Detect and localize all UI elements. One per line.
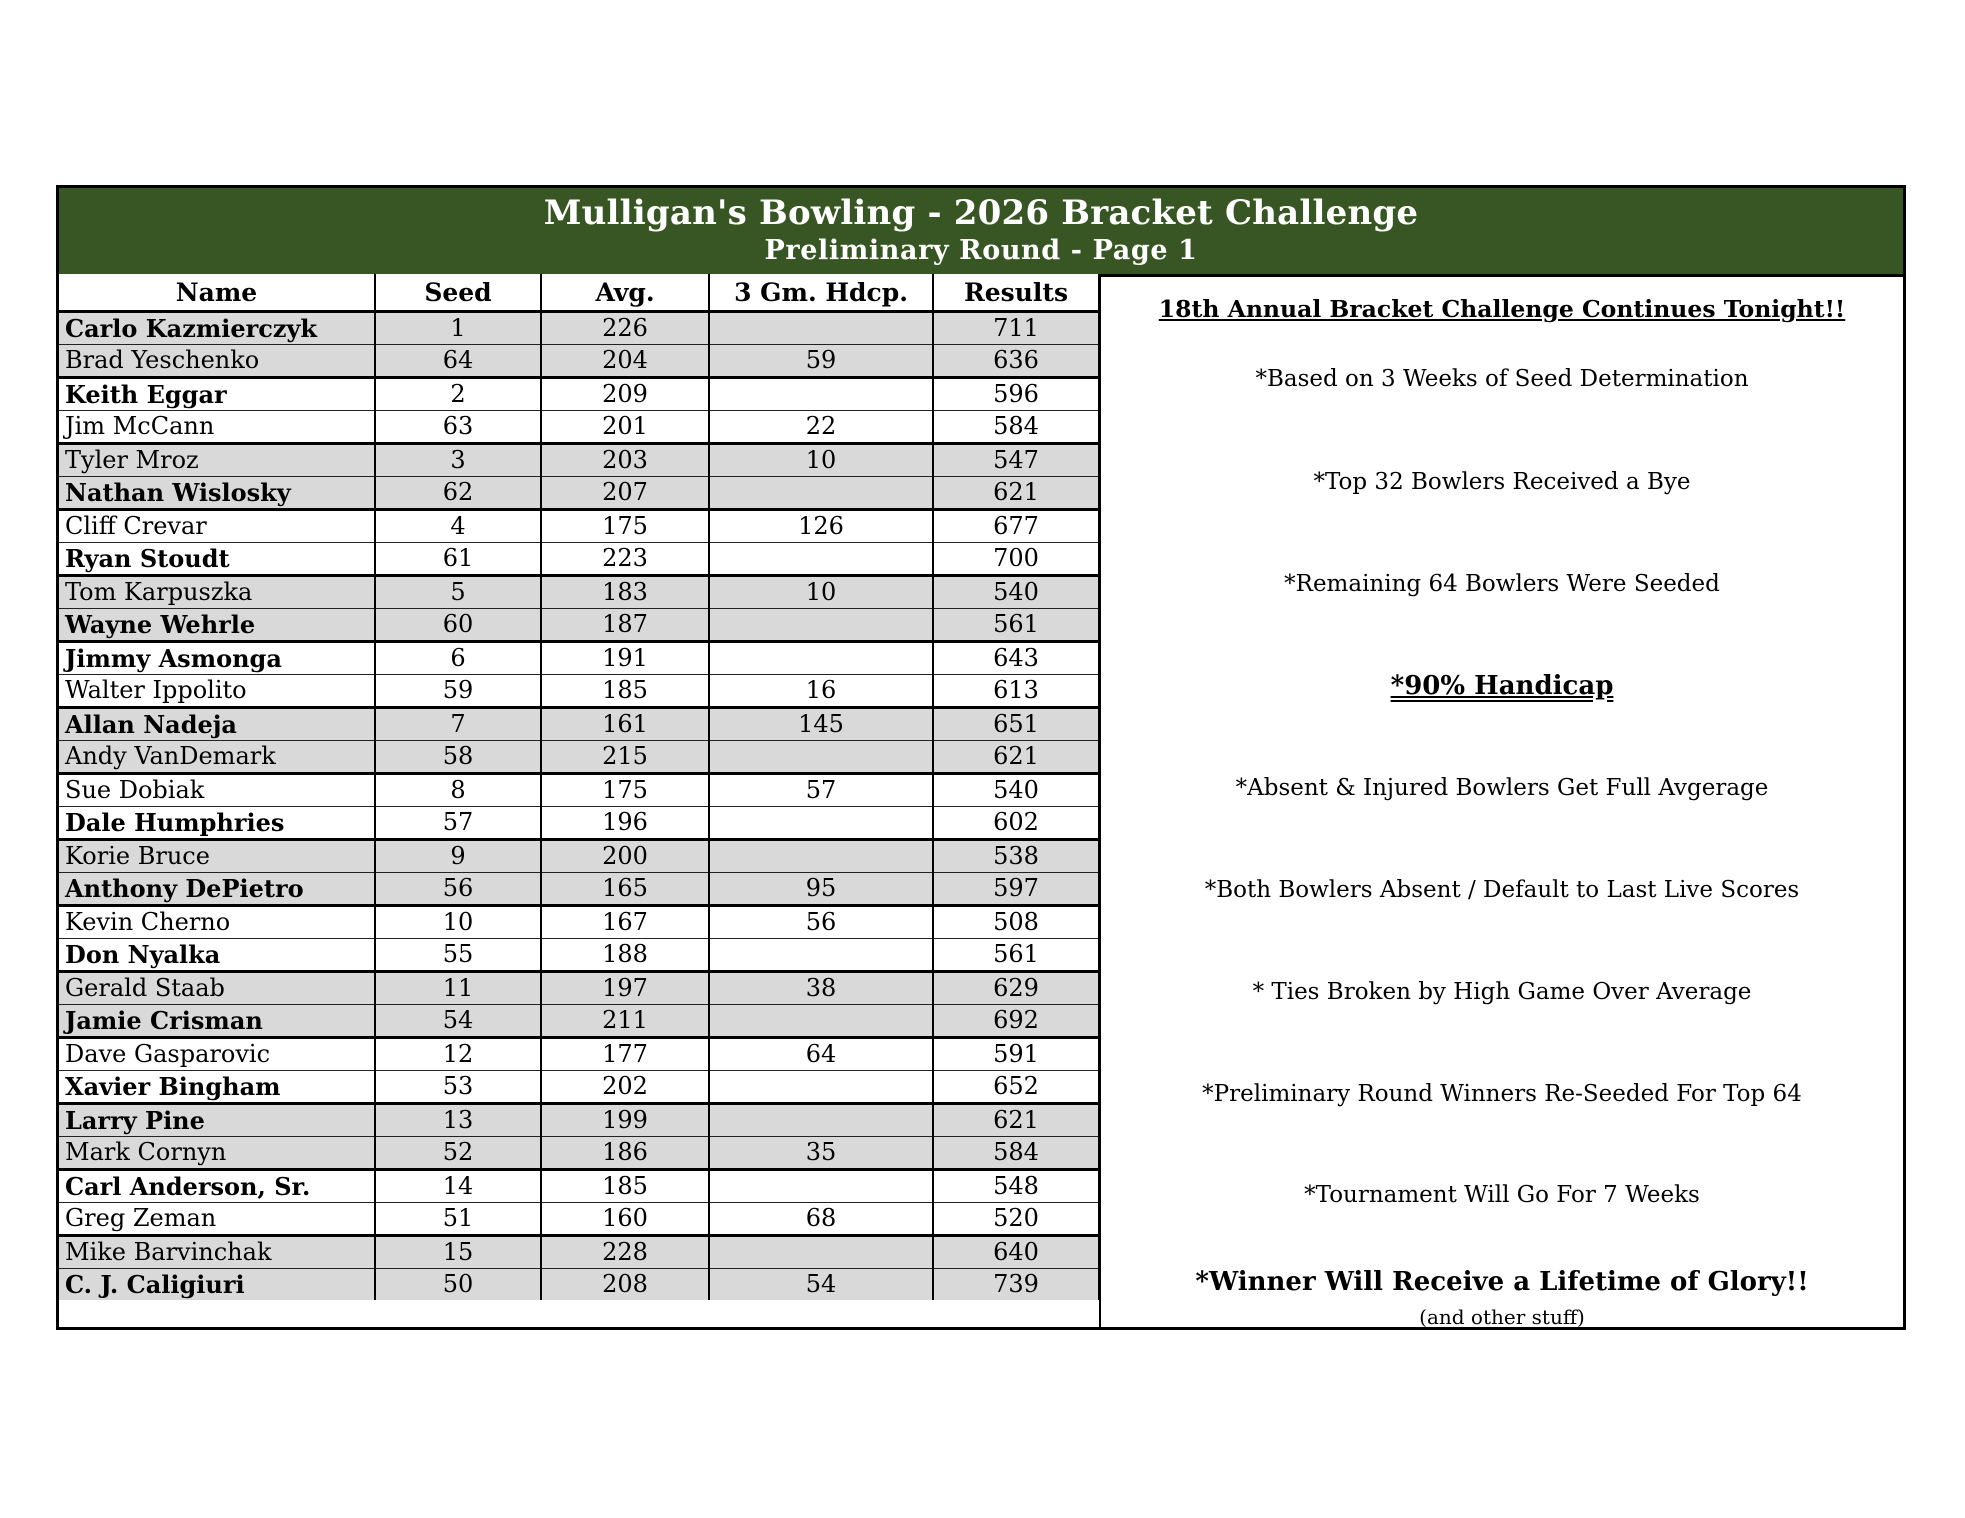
table-row xyxy=(59,1104,1099,1137)
player-result: 621 xyxy=(933,1104,1099,1137)
page-title: Mulligan's Bowling - 2026 Bracket Challenge xyxy=(543,193,1419,233)
player-name: Mark Cornyn xyxy=(59,1137,375,1170)
table-row xyxy=(59,510,1099,543)
page-subtitle: Preliminary Round - Page 1 xyxy=(764,235,1198,266)
player-handicap xyxy=(709,741,933,774)
player-seed: 62 xyxy=(375,477,541,510)
notes-panel xyxy=(1099,274,1903,1327)
player-seed: 4 xyxy=(375,510,541,543)
table-row xyxy=(59,609,1099,642)
player-handicap: 57 xyxy=(709,774,933,807)
player-handicap xyxy=(709,939,933,972)
player-seed: 58 xyxy=(375,741,541,774)
player-handicap: 95 xyxy=(709,873,933,906)
player-result: 621 xyxy=(933,477,1099,510)
player-seed: 54 xyxy=(375,1005,541,1038)
player-result: 520 xyxy=(933,1203,1099,1236)
player-handicap xyxy=(709,378,933,411)
player-name: Tom Karpuszka xyxy=(59,576,375,609)
player-seed: 7 xyxy=(375,708,541,741)
player-result: 561 xyxy=(933,609,1099,642)
note-item: * Ties Broken by High Game Over Average xyxy=(1252,979,1752,1005)
player-handicap xyxy=(709,807,933,840)
player-result: 540 xyxy=(933,774,1099,807)
table-header-row xyxy=(59,274,1099,312)
player-handicap: 10 xyxy=(709,444,933,477)
player-result: 640 xyxy=(933,1236,1099,1269)
player-average: 165 xyxy=(541,873,709,906)
table-row xyxy=(59,972,1099,1005)
player-name: Jimmy Asmonga xyxy=(59,642,375,675)
player-seed: 13 xyxy=(375,1104,541,1137)
player-average: 186 xyxy=(541,1137,709,1170)
player-name: Xavier Bingham xyxy=(59,1071,375,1104)
note-item: *Top 32 Bowlers Received a Bye xyxy=(1313,469,1691,495)
table-row xyxy=(59,1005,1099,1038)
player-name: Allan Nadeja xyxy=(59,708,375,741)
player-result: 692 xyxy=(933,1005,1099,1038)
player-name: Jamie Crisman xyxy=(59,1005,375,1038)
player-seed: 8 xyxy=(375,774,541,807)
table-row xyxy=(59,477,1099,510)
column-header-seed: Seed xyxy=(375,274,541,312)
player-handicap: 38 xyxy=(709,972,933,1005)
table-row xyxy=(59,1170,1099,1203)
player-name: Cliff Crevar xyxy=(59,510,375,543)
player-average: 175 xyxy=(541,774,709,807)
player-seed: 53 xyxy=(375,1071,541,1104)
note-item: *Absent & Injured Bowlers Get Full Avgerage xyxy=(1235,775,1769,801)
table-row xyxy=(59,1203,1099,1236)
player-handicap: 10 xyxy=(709,576,933,609)
player-average: 204 xyxy=(541,345,709,378)
player-seed: 50 xyxy=(375,1269,541,1301)
table-row xyxy=(59,807,1099,840)
player-handicap xyxy=(709,1104,933,1137)
player-result: 613 xyxy=(933,675,1099,708)
player-result: 508 xyxy=(933,906,1099,939)
note-footnote: (and other stuff) xyxy=(1419,1305,1585,1329)
table-row xyxy=(59,1269,1099,1301)
player-name: Nathan Wislosky xyxy=(59,477,375,510)
player-result: 700 xyxy=(933,543,1099,576)
player-result: 629 xyxy=(933,972,1099,1005)
table-body xyxy=(59,312,1099,1301)
player-seed: 12 xyxy=(375,1038,541,1071)
player-seed: 10 xyxy=(375,906,541,939)
player-average: 226 xyxy=(541,312,709,345)
player-handicap: 16 xyxy=(709,675,933,708)
player-result: 596 xyxy=(933,378,1099,411)
player-average: 167 xyxy=(541,906,709,939)
table-row xyxy=(59,1137,1099,1170)
player-result: 591 xyxy=(933,1038,1099,1071)
player-name: Walter Ippolito xyxy=(59,675,375,708)
player-average: 177 xyxy=(541,1038,709,1071)
note-item: *Tournament Will Go For 7 Weeks xyxy=(1304,1182,1700,1208)
player-average: 215 xyxy=(541,741,709,774)
player-result: 597 xyxy=(933,873,1099,906)
player-name: Carl Anderson, Sr. xyxy=(59,1170,375,1203)
player-seed: 57 xyxy=(375,807,541,840)
player-name: Larry Pine xyxy=(59,1104,375,1137)
player-name: Andy VanDemark xyxy=(59,741,375,774)
bracket-sheet xyxy=(56,185,1906,1330)
table-row xyxy=(59,1236,1099,1269)
player-seed: 1 xyxy=(375,312,541,345)
bracket-table xyxy=(59,274,1100,1300)
table-row xyxy=(59,312,1099,345)
player-average: 207 xyxy=(541,477,709,510)
player-result: 636 xyxy=(933,345,1099,378)
player-result: 652 xyxy=(933,1071,1099,1104)
player-average: 187 xyxy=(541,609,709,642)
player-handicap xyxy=(709,1170,933,1203)
player-seed: 55 xyxy=(375,939,541,972)
player-average: 203 xyxy=(541,444,709,477)
table-row xyxy=(59,873,1099,906)
title-banner xyxy=(59,188,1903,277)
player-average: 202 xyxy=(541,1071,709,1104)
player-handicap xyxy=(709,312,933,345)
player-average: 185 xyxy=(541,675,709,708)
notes-heading: 18th Annual Bracket Challenge Continues Tonight!! xyxy=(1158,295,1846,323)
player-seed: 11 xyxy=(375,972,541,1005)
table-row xyxy=(59,774,1099,807)
table-row xyxy=(59,708,1099,741)
player-average: 201 xyxy=(541,411,709,444)
player-average: 196 xyxy=(541,807,709,840)
player-seed: 56 xyxy=(375,873,541,906)
player-result: 540 xyxy=(933,576,1099,609)
player-name: Tyler Mroz xyxy=(59,444,375,477)
player-seed: 5 xyxy=(375,576,541,609)
player-name: Wayne Wehrle xyxy=(59,609,375,642)
column-header-name: Name xyxy=(59,274,375,312)
player-seed: 2 xyxy=(375,378,541,411)
player-name: Korie Bruce xyxy=(59,840,375,873)
player-handicap: 56 xyxy=(709,906,933,939)
note-item: *Remaining 64 Bowlers Were Seeded xyxy=(1284,571,1720,597)
player-seed: 51 xyxy=(375,1203,541,1236)
column-header-handicap: 3 Gm. Hdcp. xyxy=(709,274,933,312)
note-handicap: *90% Handicap xyxy=(1390,671,1614,701)
player-average: 161 xyxy=(541,708,709,741)
player-seed: 60 xyxy=(375,609,541,642)
player-name: Gerald Staab xyxy=(59,972,375,1005)
player-name: Dave Gasparovic xyxy=(59,1038,375,1071)
player-average: 228 xyxy=(541,1236,709,1269)
player-seed: 6 xyxy=(375,642,541,675)
column-header-avg: Avg. xyxy=(541,274,709,312)
player-seed: 3 xyxy=(375,444,541,477)
player-handicap: 22 xyxy=(709,411,933,444)
player-result: 561 xyxy=(933,939,1099,972)
player-result: 651 xyxy=(933,708,1099,741)
player-seed: 61 xyxy=(375,543,541,576)
player-handicap xyxy=(709,840,933,873)
player-average: 199 xyxy=(541,1104,709,1137)
player-result: 677 xyxy=(933,510,1099,543)
player-result: 547 xyxy=(933,444,1099,477)
player-name: Keith Eggar xyxy=(59,378,375,411)
table-row xyxy=(59,642,1099,675)
table-row xyxy=(59,576,1099,609)
note-item: *Based on 3 Weeks of Seed Determination xyxy=(1255,366,1749,392)
player-name: Brad Yeschenko xyxy=(59,345,375,378)
player-average: 208 xyxy=(541,1269,709,1301)
player-handicap: 68 xyxy=(709,1203,933,1236)
player-name: Jim McCann xyxy=(59,411,375,444)
note-item: *Both Bowlers Absent / Default to Last Live Scores xyxy=(1204,877,1800,903)
player-average: 209 xyxy=(541,378,709,411)
table-row xyxy=(59,345,1099,378)
player-result: 584 xyxy=(933,411,1099,444)
player-name: Mike Barvinchak xyxy=(59,1236,375,1269)
player-average: 200 xyxy=(541,840,709,873)
table-row xyxy=(59,741,1099,774)
player-result: 739 xyxy=(933,1269,1099,1301)
player-name: Don Nyalka xyxy=(59,939,375,972)
table-row xyxy=(59,1071,1099,1104)
player-result: 711 xyxy=(933,312,1099,345)
player-result: 548 xyxy=(933,1170,1099,1203)
player-average: 185 xyxy=(541,1170,709,1203)
player-handicap xyxy=(709,477,933,510)
player-name: Carlo Kazmierczyk xyxy=(59,312,375,345)
table-row xyxy=(59,906,1099,939)
player-result: 538 xyxy=(933,840,1099,873)
player-seed: 14 xyxy=(375,1170,541,1203)
player-result: 584 xyxy=(933,1137,1099,1170)
player-seed: 63 xyxy=(375,411,541,444)
player-handicap xyxy=(709,609,933,642)
player-name: C. J. Caligiuri xyxy=(59,1269,375,1301)
table-row xyxy=(59,675,1099,708)
player-seed: 59 xyxy=(375,675,541,708)
table-row xyxy=(59,378,1099,411)
player-handicap xyxy=(709,1005,933,1038)
player-average: 197 xyxy=(541,972,709,1005)
player-name: Kevin Cherno xyxy=(59,906,375,939)
player-handicap: 145 xyxy=(709,708,933,741)
player-average: 183 xyxy=(541,576,709,609)
player-handicap xyxy=(709,543,933,576)
player-handicap xyxy=(709,1236,933,1269)
player-handicap xyxy=(709,1071,933,1104)
player-result: 643 xyxy=(933,642,1099,675)
player-handicap xyxy=(709,642,933,675)
player-seed: 64 xyxy=(375,345,541,378)
player-handicap: 35 xyxy=(709,1137,933,1170)
player-result: 621 xyxy=(933,741,1099,774)
table-row xyxy=(59,939,1099,972)
player-average: 211 xyxy=(541,1005,709,1038)
table-row xyxy=(59,411,1099,444)
player-average: 175 xyxy=(541,510,709,543)
player-name: Greg Zeman xyxy=(59,1203,375,1236)
player-name: Anthony DePietro xyxy=(59,873,375,906)
player-average: 223 xyxy=(541,543,709,576)
table-row xyxy=(59,1038,1099,1071)
player-name: Dale Humphries xyxy=(59,807,375,840)
player-handicap: 64 xyxy=(709,1038,933,1071)
player-handicap: 54 xyxy=(709,1269,933,1301)
player-seed: 52 xyxy=(375,1137,541,1170)
player-average: 191 xyxy=(541,642,709,675)
player-result: 602 xyxy=(933,807,1099,840)
table-row xyxy=(59,543,1099,576)
player-name: Ryan Stoudt xyxy=(59,543,375,576)
player-average: 188 xyxy=(541,939,709,972)
player-name: Sue Dobiak xyxy=(59,774,375,807)
column-header-results: Results xyxy=(933,274,1099,312)
player-seed: 15 xyxy=(375,1236,541,1269)
table-row xyxy=(59,840,1099,873)
player-handicap: 126 xyxy=(709,510,933,543)
table-row xyxy=(59,444,1099,477)
player-average: 160 xyxy=(541,1203,709,1236)
player-handicap: 59 xyxy=(709,345,933,378)
note-item: *Preliminary Round Winners Re-Seeded For Top 64 xyxy=(1202,1081,1802,1107)
note-glory: *Winner Will Receive a Lifetime of Glory!! xyxy=(1195,1267,1809,1297)
player-seed: 9 xyxy=(375,840,541,873)
